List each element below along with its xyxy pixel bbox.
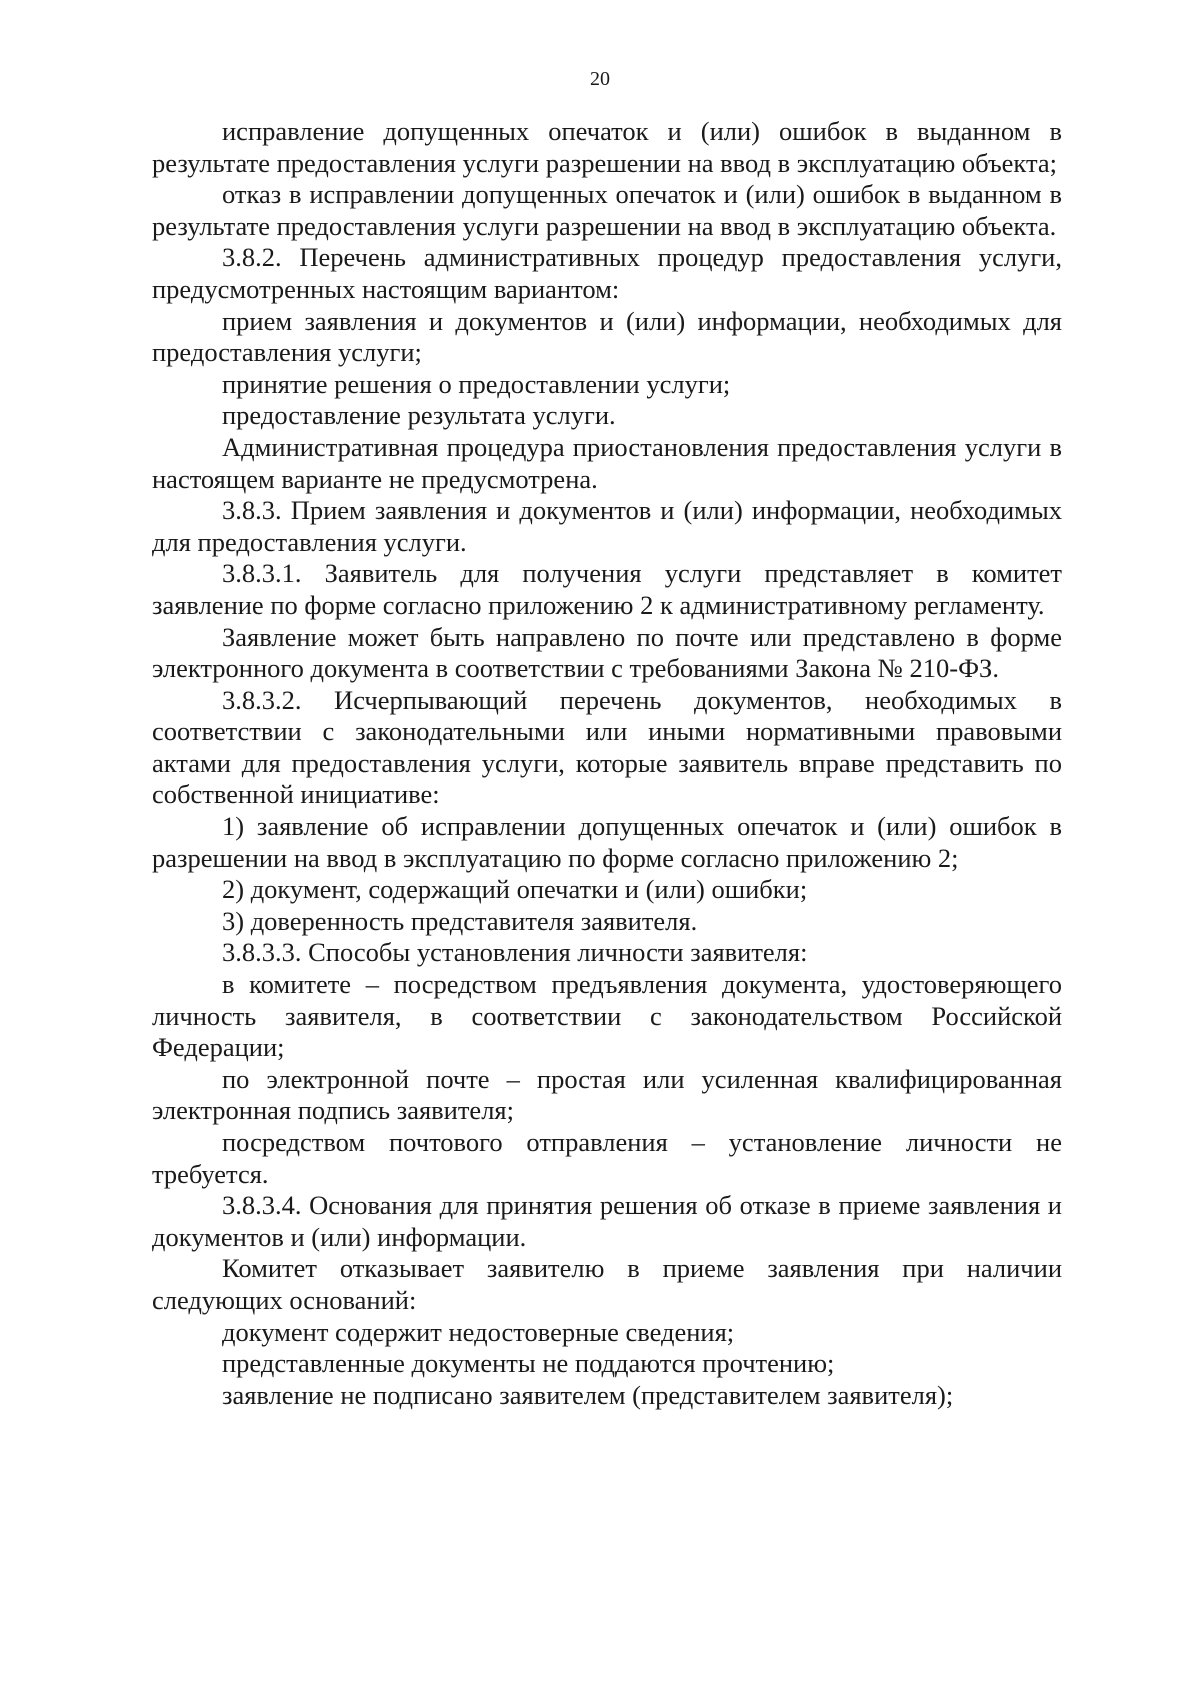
paragraph: 3.8.3. Прием заявления и документов и (или) информации, необходимых для предоставления услуги. [152, 495, 1062, 557]
paragraph: 3.8.3.3. Способы установления личности заявителя: [222, 937, 808, 968]
paragraph: исправление допущенных опечаток и (или) ошибок в выданном в результате предоставления услуги разрешении на ввод в эксплуатацию объекта; [152, 116, 1062, 178]
paragraph: отказ в исправлении допущенных опечаток и (или) ошибок в выданном в результате предоставления услуги разрешении на ввод в эксплуатацию объекта. [152, 179, 1062, 241]
paragraph: 2) документ, содержащий опечатки и (или) ошибки; [222, 874, 808, 905]
paragraph: 3.8.2. Перечень административных процедур предоставления услуги, предусмотренных настоящим вариантом: [152, 242, 1062, 304]
paragraph: документ содержит недостоверные сведения; [222, 1316, 735, 1347]
paragraph: предоставление результата услуги. [222, 400, 616, 431]
page-number: 20 [590, 68, 610, 90]
paragraph: посредством почтового отправления – установление личности не требуется. [152, 1127, 1062, 1189]
paragraph: 1) заявление об исправлении допущенных опечаток и (или) ошибок в разрешении на ввод в эксплуатацию по форме согласно приложению 2; [152, 811, 1062, 873]
paragraph: представленные документы не поддаются прочтению; [222, 1348, 835, 1379]
paragraph: 3) доверенность представителя заявителя. [222, 905, 698, 936]
paragraph: Комитет отказывает заявителю в приеме заявления при наличии следующих оснований: [152, 1253, 1062, 1315]
document-body [152, 116, 1062, 1411]
paragraph: в комитете – посредством предъявления документа, удостоверяющего личность заявителя, в соответствии с законодательством Российской Федерации; [152, 969, 1062, 1063]
paragraph: прием заявления и документов и (или) информации, необходимых для предоставления услуги; [152, 305, 1062, 368]
paragraph: по электронной почте – простая или усиленная квалифицированная электронная подпись заявителя; [152, 1063, 1062, 1126]
paragraph: принятие решения о предоставлении услуги; [222, 368, 731, 399]
paragraph: 3.8.3.4. Основания для принятия решения об отказе в приеме заявления и документов и (или) информации. [152, 1190, 1062, 1252]
paragraph: Заявление может быть направлено по почте или представлено в форме электронного документа в соответствии с требованиями Закона № 210-ФЗ. [152, 621, 1062, 684]
paragraph: заявление не подписано заявителем (представителем заявителя); [222, 1379, 954, 1410]
paragraph: 3.8.3.2. Исчерпывающий перечень документов, необходимых в соответствии с законодательными или иными нормативными правовыми актами для предоставления услуги, которые заявитель вправе представить по собственной инициативе: [152, 684, 1062, 810]
paragraph: Административная процедура приостановления предоставления услуги в настоящем варианте не предусмотрена. [152, 431, 1062, 494]
paragraph: 3.8.3.1. Заявитель для получения услуги представляет в комитет заявление по форме согласно приложению 2 к административному регламенту. [152, 558, 1062, 620]
